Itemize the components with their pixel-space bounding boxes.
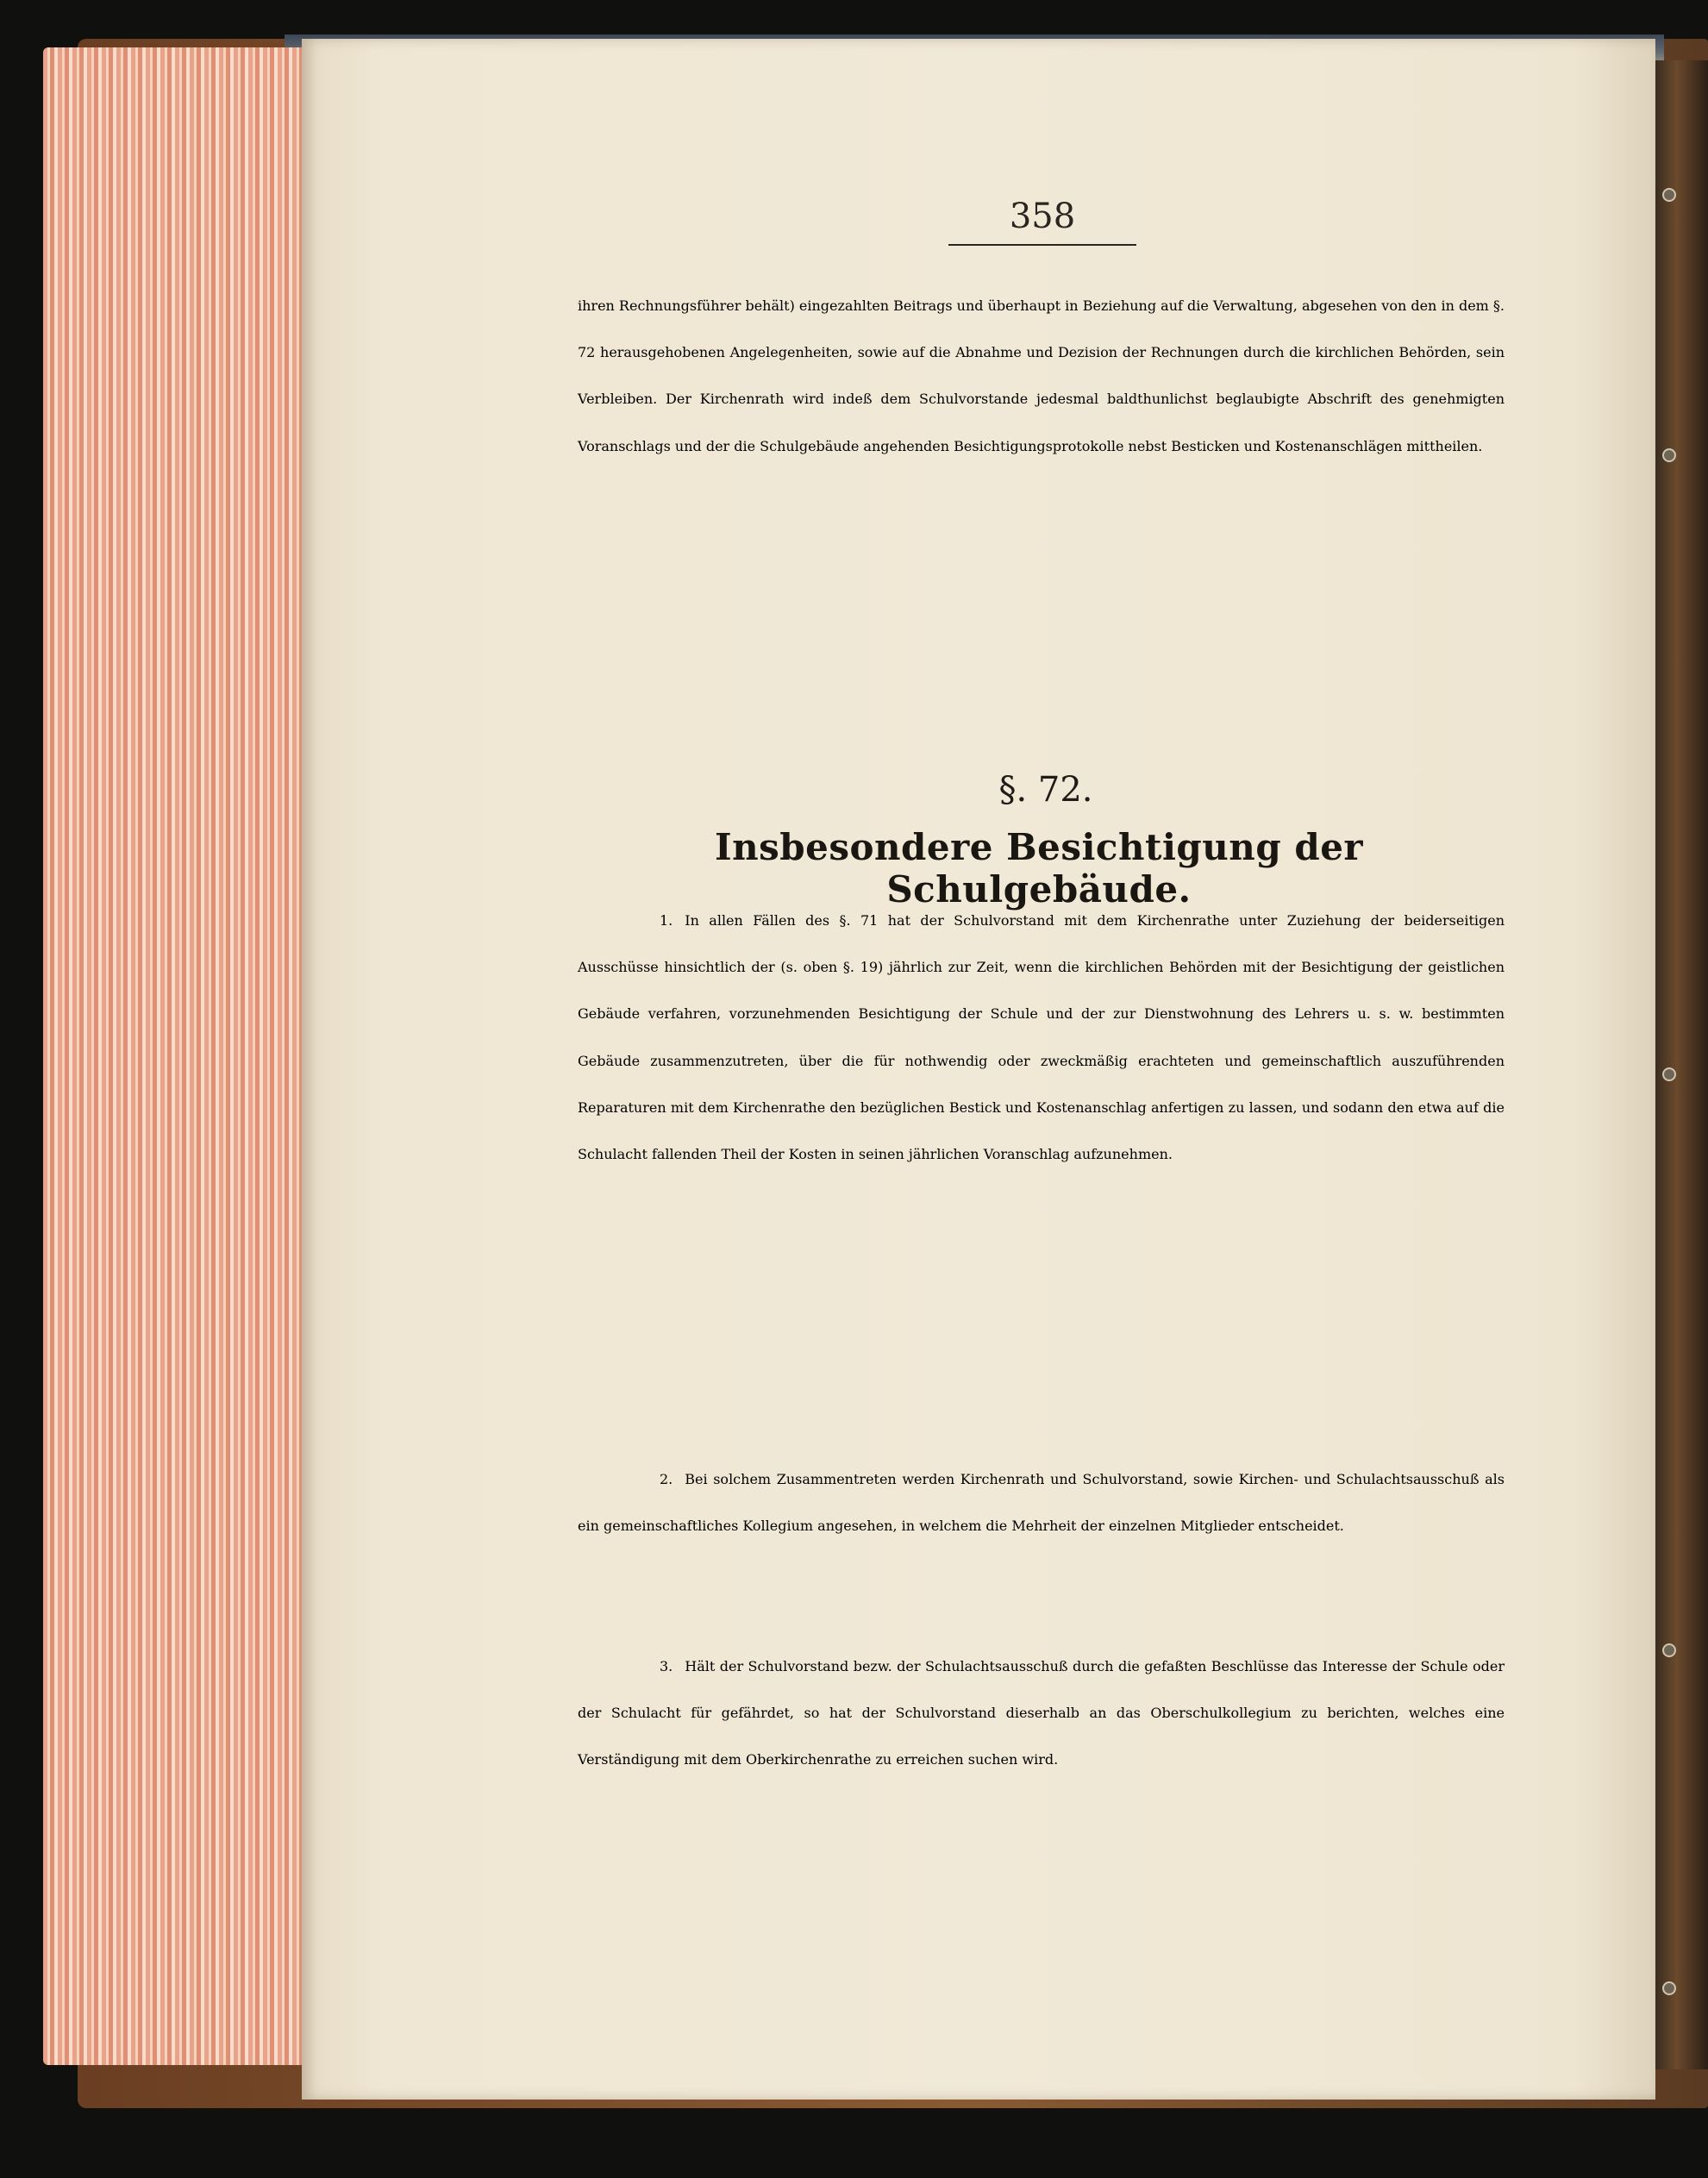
right-binding bbox=[1655, 60, 1708, 2069]
binding-pin-4 bbox=[1662, 1643, 1676, 1657]
item-text: In allen Fällen des §. 71 hat der Schulvorstand mit dem Kirchenrathe unter Zuziehung der beiderseitigen Ausschüsse hinsichtlich der (s. oben §. 19) jährlich zur Zeit, wenn die kirchlichen Behörden mit der Besichtigung der geistlichen Gebäude verfahren, vorzunehmenden Besichtigung der Schule und der zur Dienstwohnung des Lehrers u. s. w. bestimmten Gebäude zusammenzutreten, über die für nothwendig oder zweckmäßig erachteten und gemeinschaftlich auszuführenden Reparaturen mit dem Kirchenrathe den bezüglichen Bestick und Kostenanschlag anfertigen zu lassen, und sodann den etwa auf die Schulacht fallenden Theil der Kosten in seinen jährlichen Voranschlag aufzunehmen. bbox=[578, 912, 1505, 1163]
binding-pin-1 bbox=[1662, 188, 1676, 202]
list-item bbox=[578, 898, 1505, 1178]
binding-pin-2 bbox=[1662, 448, 1676, 462]
binding-pin-3 bbox=[1662, 1067, 1676, 1081]
intro-paragraph: ihren Rechnungsführer behält) eingezahlten Beitrags und überhaupt in Beziehung auf die Verwaltung, abgesehen von den in dem §. 72 herausgehobenen Angelegenheiten, sowie auf die Abnahme und Dezision der Rechnungen durch die kirchlichen Behörden, sein Verbleiben. Der Kirchenrath wird indeß dem Schulvorstande jedesmal baldthunlichst beglaubigte Abschrift des genehmigten Voranschlags und der die Schulgebäude angehenden Besichtigungsprotokolle nebst Besticken und Kostenanschlägen mittheilen. bbox=[578, 297, 1505, 454]
list-item bbox=[578, 1643, 1505, 1784]
item-number: 2. bbox=[660, 1471, 673, 1487]
list-item bbox=[578, 1456, 1505, 1549]
item-number: 1. bbox=[660, 912, 673, 929]
page-number-rule bbox=[948, 244, 1136, 246]
binding-pin-5 bbox=[1662, 1981, 1676, 1995]
item-text: Bei solchem Zusammentreten werden Kirchenrath und Schulvorstand, sowie Kirchen- und Schulachtsausschuß als ein gemeinschaftliches Kollegium angesehen, in welchem die Mehrheit der einzelnen Mitglieder entscheidet. bbox=[578, 1471, 1505, 1535]
section-heading: Insbesondere Besichtigung der Schulgebäude. bbox=[714, 826, 1364, 911]
stacked-page-edges bbox=[43, 47, 302, 2065]
item-number: 3. bbox=[660, 1658, 673, 1674]
item-text: Hält der Schulvorstand bezw. der Schulachtsausschuß durch die gefaßten Beschlüsse das Interesse der Schule oder der Schulacht für gefährdet, so hat der Schulvorstand dieserhalb an das Oberschulkollegium zu berichten, welches eine Verständigung mit dem Oberkirchenrathe zu erreichen suchen wird. bbox=[578, 1658, 1505, 1768]
page-number: 358 bbox=[1009, 197, 1076, 236]
section-number: §. 72. bbox=[998, 770, 1093, 810]
